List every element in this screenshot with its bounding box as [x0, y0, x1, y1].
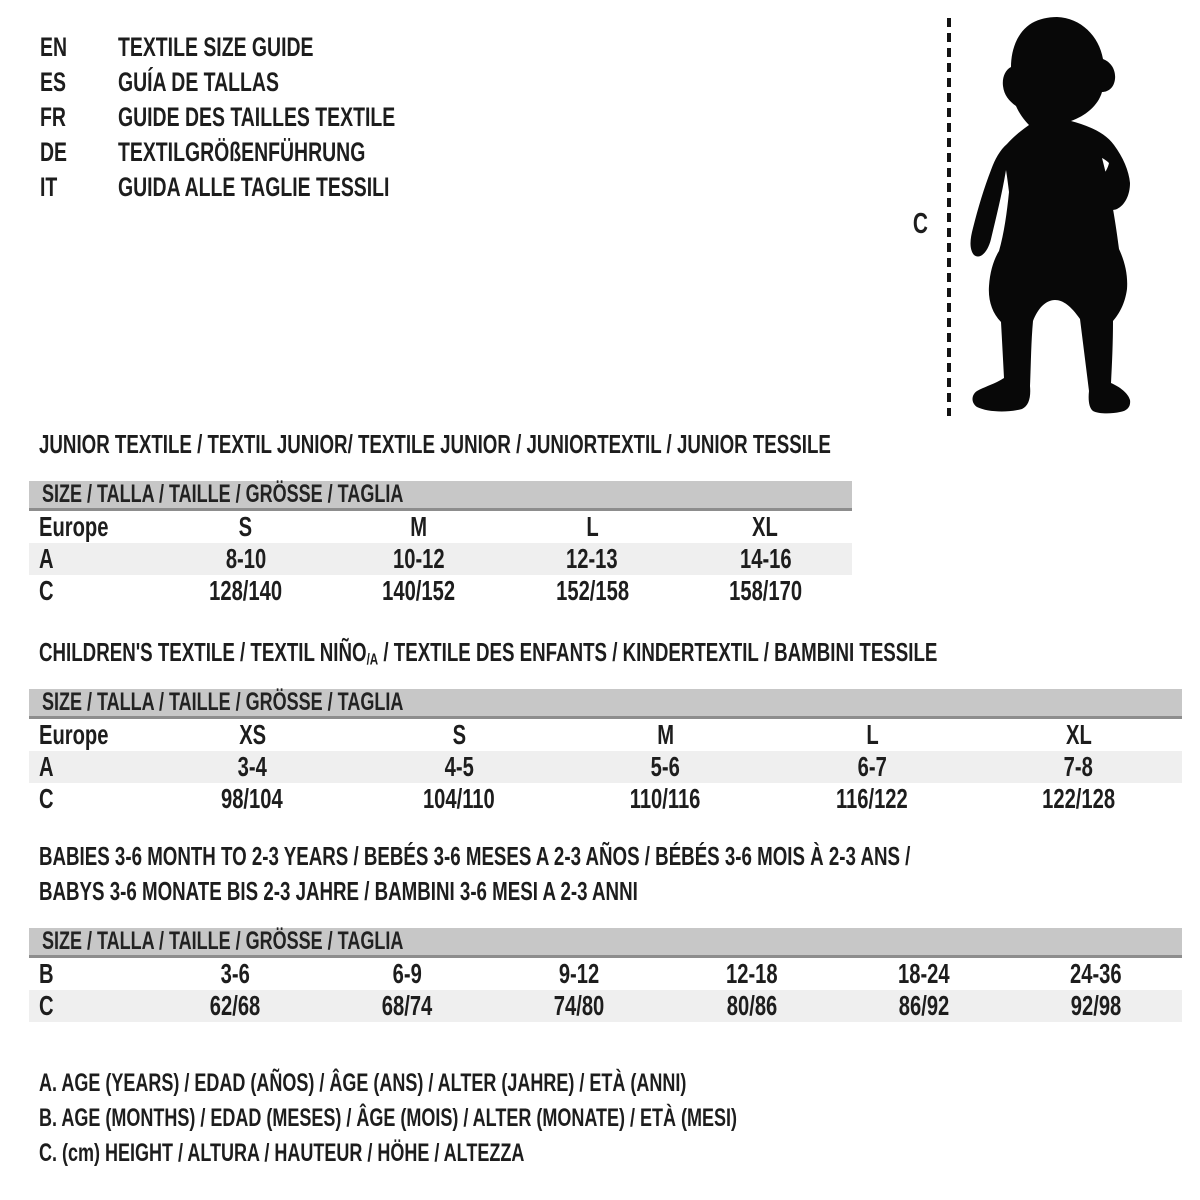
children-textile-section — [29, 637, 1182, 815]
size-header-bar: SIZE / TALLA / TAILLE / GRÖSSE / TAGLIA — [29, 689, 1182, 719]
row-label: B — [39, 958, 54, 989]
guide-title: GUIDA ALLE TAGLIE TESSILI — [118, 172, 390, 202]
baby-silhouette-icon — [962, 12, 1138, 418]
size-cell: XS — [238, 719, 266, 750]
table-row — [29, 543, 852, 575]
size-cell: XL — [752, 511, 779, 542]
size-cell: L — [585, 511, 599, 542]
size-header-bar: SIZE / TALLA / TAILLE / GRÖSSE / TAGLIA — [29, 928, 1182, 958]
language-row — [40, 135, 503, 170]
age-cell: 12-18 — [725, 958, 778, 989]
guide-title: TEXTILGRÖßENFÜHRUNG — [118, 137, 366, 167]
height-cell: 86/92 — [898, 990, 950, 1021]
measure-legend — [39, 1066, 1008, 1171]
table-row — [29, 511, 852, 543]
language-code: IT — [40, 172, 58, 202]
language-row — [40, 170, 503, 205]
language-code: ES — [40, 67, 66, 97]
legend-line-a: A. AGE (YEARS) / EDAD (AÑOS) / ÂGE (ANS) / ALTER (JAHRE) / ETÀ (ANNI) — [39, 1069, 687, 1097]
row-label: A — [39, 543, 54, 574]
guide-title: GUÍA DE TALLAS — [118, 67, 279, 97]
age-cell: 18-24 — [897, 958, 950, 989]
section-heading: CHILDREN'S TEXTILE / TEXTIL NIÑO/A / TEXTILE DES ENFANTS / KINDERTEXTIL / BAMBINI TESSILE — [39, 637, 938, 669]
nino-a-subscript: /A — [366, 650, 379, 669]
age-cell: 5-6 — [650, 751, 681, 782]
table-row — [29, 783, 1182, 815]
row-label: Europe — [39, 511, 109, 542]
size-header-bar: SIZE / TALLA / TAILLE / GRÖSSE / TAGLIA — [29, 481, 852, 511]
table-row — [29, 575, 852, 607]
age-cell: 6-7 — [857, 751, 887, 782]
language-code: DE — [40, 137, 68, 167]
row-label: C — [39, 990, 54, 1021]
language-code: EN — [40, 32, 68, 62]
size-cell: XL — [1065, 719, 1092, 750]
age-cell: 8-10 — [225, 543, 266, 574]
age-cell: 24-36 — [1070, 958, 1122, 989]
language-row — [40, 65, 503, 100]
row-label: Europe — [39, 719, 109, 750]
size-cell: M — [410, 511, 428, 542]
age-cell: 6-9 — [392, 958, 422, 989]
junior-textile-section — [29, 429, 852, 607]
language-row — [40, 30, 503, 65]
height-cell: 74/80 — [554, 990, 605, 1021]
height-cell: 80/86 — [726, 990, 777, 1021]
babies-textile-section — [29, 841, 1182, 1022]
height-cell: 128/140 — [209, 575, 283, 606]
legend-line-c: C. (cm) HEIGHT / ALTURA / HAUTEUR / HÖHE / ALTEZZA — [39, 1139, 525, 1167]
section-heading: JUNIOR TEXTILE / TEXTIL JUNIOR/ TEXTILE JUNIOR / JUNIORTEXTIL / JUNIOR TESSILE — [39, 429, 831, 459]
height-measure-dashed-line — [947, 18, 951, 416]
height-cell: 140/152 — [382, 575, 456, 606]
age-cell: 10-12 — [393, 543, 445, 574]
section-heading: BABYS 3-6 MONATE BIS 2-3 JAHRE / BAMBINI 3-6 MESI A 2-3 ANNI — [39, 876, 638, 906]
age-cell: 9-12 — [559, 958, 600, 989]
height-cell: 98/104 — [221, 783, 284, 814]
height-cell: 62/68 — [209, 990, 261, 1021]
table-row — [29, 958, 1182, 990]
section-heading: BABIES 3-6 MONTH TO 2-3 YEARS / BEBÉS 3-6 MESES A 2-3 AÑOS / BÉBÉS 3-6 MOIS À 2-3 ANS / — [39, 841, 911, 871]
height-cell: 68/74 — [382, 990, 433, 1021]
size-cell: S — [452, 719, 466, 750]
age-cell: 4-5 — [444, 751, 474, 782]
language-row — [40, 100, 503, 135]
size-cell: M — [657, 719, 674, 750]
language-code: FR — [40, 102, 66, 132]
guide-title: GUIDE DES TAILLES TEXTILE — [118, 102, 396, 132]
measure-label-c: C — [912, 208, 929, 240]
height-cell: 116/122 — [836, 783, 908, 814]
age-cell: 3-6 — [220, 958, 250, 989]
row-label: C — [39, 575, 54, 606]
height-cell: 152/158 — [555, 575, 629, 606]
table-row — [29, 990, 1182, 1022]
row-label: C — [39, 783, 54, 814]
size-cell: L — [865, 719, 879, 750]
size-cell: S — [238, 511, 253, 542]
table-row — [29, 751, 1182, 783]
legend-line-b: B. AGE (MONTHS) / EDAD (MESES) / ÂGE (MOIS) / ALTER (MONATE) / ETÀ (MESI) — [39, 1104, 737, 1132]
height-cell: 122/128 — [1042, 783, 1116, 814]
height-cell: 104/110 — [423, 783, 495, 814]
age-cell: 3-4 — [237, 751, 267, 782]
age-cell: 7-8 — [1064, 751, 1094, 782]
age-cell: 14-16 — [739, 543, 792, 574]
age-cell: 12-13 — [566, 543, 618, 574]
guide-title: TEXTILE SIZE GUIDE — [118, 32, 314, 62]
height-cell: 92/98 — [1070, 990, 1122, 1021]
language-title-list — [40, 30, 503, 205]
table-row — [29, 719, 1182, 751]
height-cell: 158/170 — [728, 575, 802, 606]
row-label: A — [39, 751, 54, 782]
height-cell: 110/116 — [630, 783, 701, 814]
